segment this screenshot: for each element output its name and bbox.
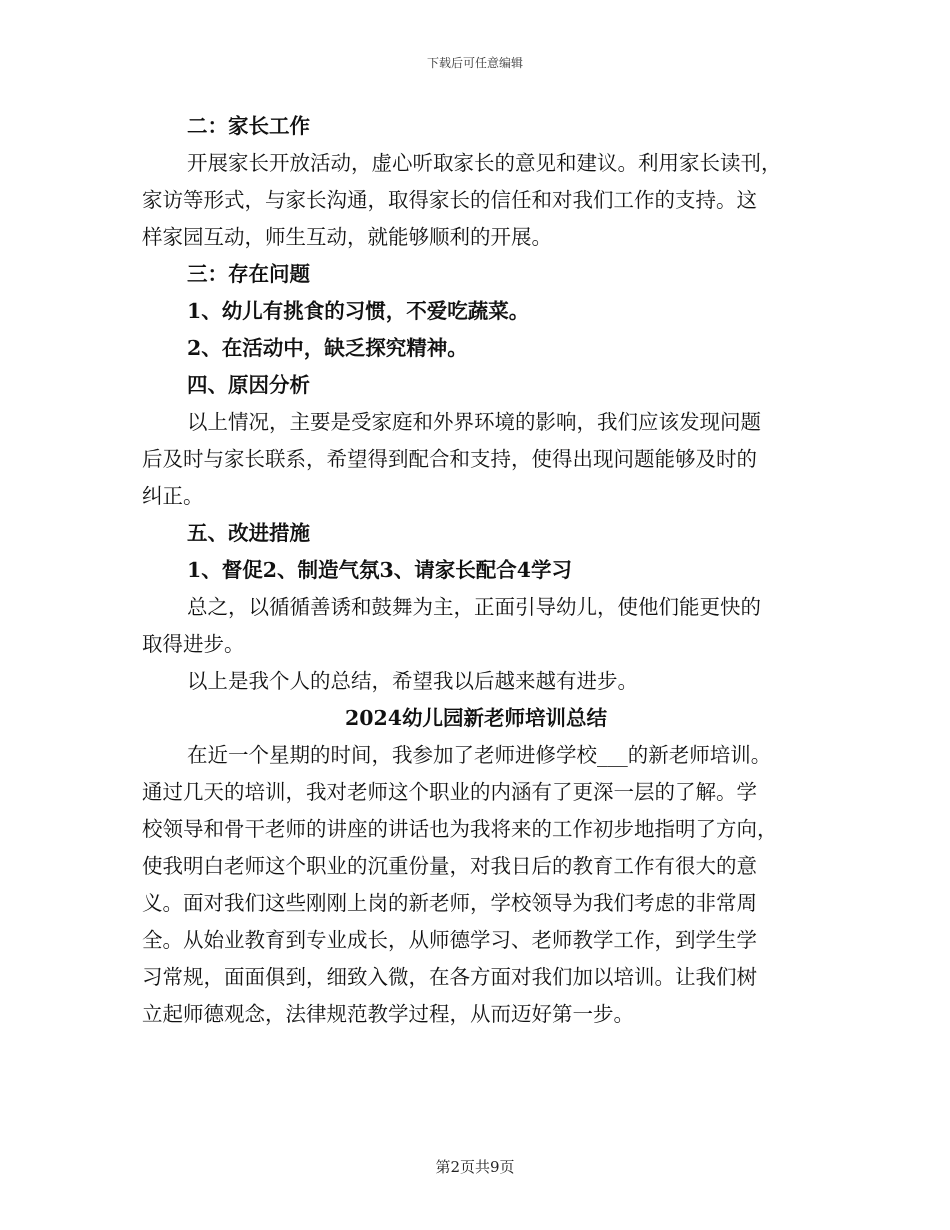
paragraph-line: 家访等形式，与家长沟通，取得家长的信任和对我们工作的支持。这 <box>142 188 757 212</box>
section-heading-problems: 三：存在问题 <box>187 262 310 286</box>
paragraph-line: 总之，以循循善诱和鼓舞为主，正面引导幼儿，使他们能更快的 <box>187 595 761 619</box>
paragraph-line: 以上情况，主要是受家庭和外界环境的影响，我们应该发现问题 <box>187 410 761 434</box>
paragraph-line: 以上是我个人的总结，希望我以后越来越有进步。 <box>187 669 638 693</box>
paragraph-line: 习常规，面面俱到，细致入微，在各方面对我们加以培训。让我们树 <box>142 965 757 989</box>
section-heading-parent-work: 二：家长工作 <box>187 114 310 138</box>
page-footer: 第2页共9页 <box>435 1158 515 1176</box>
document-title: 2024幼儿园新老师培训总结 <box>344 706 608 730</box>
paragraph-line: 开展家长开放活动，虚心听取家长的意见和建议。利用家长读刊， <box>187 151 782 175</box>
improvement-items: 1、督促2、制造气氛3、请家长配合4学习 <box>187 558 573 582</box>
problem-item-1: 1、幼儿有挑食的习惯，不爱吃蔬菜。 <box>187 299 530 323</box>
paragraph-line: 纠正。 <box>142 484 204 508</box>
problem-item-2: 2、在活动中，缺乏探究精神。 <box>187 336 468 360</box>
paragraph-line: 义。面对我们这些刚刚上岗的新老师，学校领导为我们考虑的非常周 <box>142 891 757 915</box>
paragraph-line: 使我明白老师这个职业的沉重份量，对我日后的教育工作有很大的意 <box>142 854 757 878</box>
section-heading-cause-analysis: 四、原因分析 <box>187 373 310 397</box>
paragraph-line: 立起师德观念，法律规范教学过程，从而迈好第一步。 <box>142 1002 634 1026</box>
paragraph-line: 后及时与家长联系，希望得到配合和支持，使得出现问题能够及时的 <box>142 447 757 471</box>
paragraph-line: 校领导和骨干老师的讲座的讲话也为我将来的工作初步地指明了方向， <box>142 817 778 841</box>
document-body <box>142 108 810 1033</box>
section-heading-improvements: 五、改进措施 <box>187 521 310 545</box>
paragraph-line: 通过几天的培训，我对老师这个职业的内涵有了更深一层的了解。学 <box>142 780 757 804</box>
paragraph-line: 样家园互动，师生互动，就能够顺利的开展。 <box>142 225 552 249</box>
paragraph-line: 在近一个星期的时间，我参加了老师进修学校___的新老师培训。 <box>187 743 772 767</box>
header-note: 下载后可任意编辑 <box>426 56 523 70</box>
paragraph-line: 取得进步。 <box>142 632 245 656</box>
paragraph-line: 全。从始业教育到专业成长，从师德学习、老师教学工作，到学生学 <box>142 928 757 952</box>
